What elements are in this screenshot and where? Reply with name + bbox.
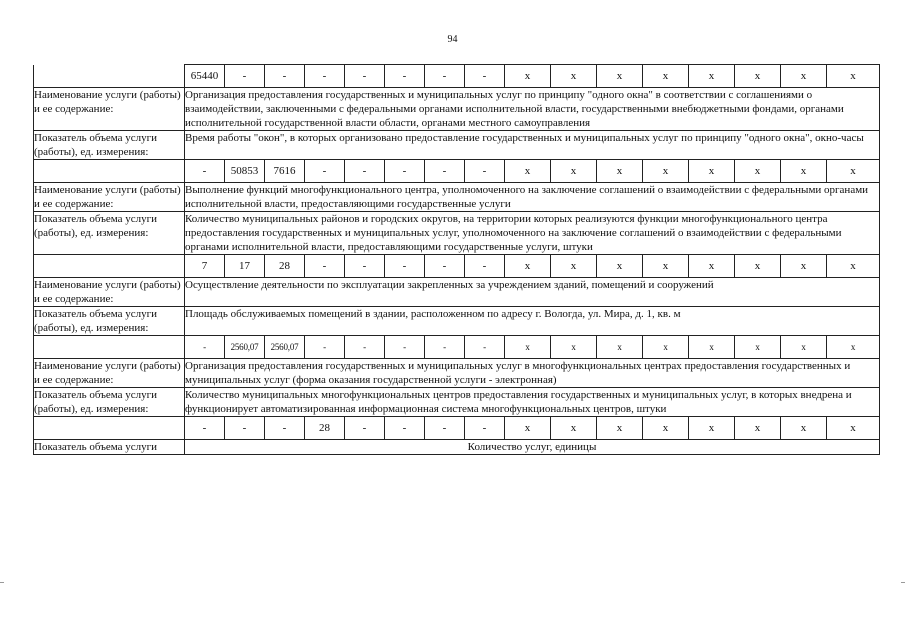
table-body — [34, 65, 880, 455]
row-description: Количество муниципальных районов и городских округов, на территории которых реализуются функции многофункционального центра предоставления государственных и муниципальных услуг, уполномоченного на заключение соглашений о взаимодействии с федеральными органами исполнительной власти, предоставляющими государственные услуги, штуки — [185, 212, 880, 255]
value-cell: - — [305, 160, 345, 183]
value-cell: х — [551, 417, 597, 440]
value-cell: - — [385, 160, 425, 183]
value-cell: 7616 — [265, 160, 305, 183]
value-cell: 28 — [305, 417, 345, 440]
value-cell: х — [643, 417, 689, 440]
value-cell: - — [345, 336, 385, 359]
row-description: Время работы "окон", в которых организовано предоставление государственных и муниципальных услуг по принципу "одного окна", окно-часы — [185, 131, 880, 160]
row-description: Осуществление деятельности по эксплуатации закрепленных за учреждением зданий, помещений и сооружений — [185, 278, 880, 307]
value-cell: х — [735, 255, 781, 278]
row-description: Количество услуг, единицы — [185, 440, 880, 455]
numbers-row — [34, 160, 880, 183]
description-row — [34, 212, 880, 255]
value-cell: х — [827, 160, 880, 183]
value-cell: х — [781, 160, 827, 183]
label-cell-empty — [34, 336, 185, 359]
row-description: Площадь обслуживаемых помещений в здании, расположенном по адресу г. Вологда, ул. Мира, д. 1, кв. м — [185, 307, 880, 336]
row-description: Организация предоставления государственных и муниципальных услуг по принципу "одного окна" в соответствии с соглашениями о взаимодействии, заключенными с федеральными органами исполнительной власти, государственными внебюджетными фондами, органами исполнительной государственной власти области, органами местного самоуправления — [185, 88, 880, 131]
row-label: Показатель объема услуги (работы), ед. измерения: — [34, 307, 185, 336]
value-cell: 28 — [265, 255, 305, 278]
value-cell: х — [735, 160, 781, 183]
numbers-row — [34, 417, 880, 440]
value-cell: х — [643, 160, 689, 183]
value-cell: х — [781, 255, 827, 278]
value-cell: - — [345, 160, 385, 183]
value-cell: 65440 — [185, 65, 225, 88]
value-cell: - — [345, 255, 385, 278]
margin-mark-left — [0, 582, 4, 583]
value-cell: 50853 — [225, 160, 265, 183]
numbers-row — [34, 255, 880, 278]
value-cell: - — [465, 160, 505, 183]
value-cell: х — [827, 336, 880, 359]
value-cell: - — [185, 336, 225, 359]
value-cell: 2560,07 — [225, 336, 265, 359]
value-cell: - — [185, 417, 225, 440]
value-cell: х — [735, 417, 781, 440]
value-cell: - — [385, 417, 425, 440]
value-cell: х — [505, 336, 551, 359]
value-cell: х — [597, 336, 643, 359]
value-cell: - — [345, 65, 385, 88]
value-cell: - — [465, 336, 505, 359]
value-cell: - — [385, 336, 425, 359]
description-row — [34, 278, 880, 307]
description-row — [34, 388, 880, 417]
value-cell: х — [597, 417, 643, 440]
value-cell: - — [465, 255, 505, 278]
value-cell: - — [225, 417, 265, 440]
label-cell-empty — [34, 160, 185, 183]
value-cell: х — [827, 417, 880, 440]
value-cell: х — [505, 160, 551, 183]
row-label: Показатель объема услуги (работы), ед. измерения: — [34, 388, 185, 417]
services-table — [33, 64, 880, 455]
value-cell: 7 — [185, 255, 225, 278]
description-row — [34, 440, 880, 455]
description-row — [34, 307, 880, 336]
value-cell: х — [551, 160, 597, 183]
value-cell: х — [689, 336, 735, 359]
value-cell: х — [735, 65, 781, 88]
value-cell: х — [735, 336, 781, 359]
value-cell: х — [689, 160, 735, 183]
row-label: Наименование услуги (работы) и ее содержание: — [34, 359, 185, 388]
value-cell: х — [827, 255, 880, 278]
value-cell: - — [345, 417, 385, 440]
label-cell-empty — [34, 255, 185, 278]
value-cell: х — [505, 65, 551, 88]
value-cell: х — [551, 255, 597, 278]
label-cell-empty — [34, 65, 185, 88]
row-label: Показатель объема услуги (работы), ед. измерения: — [34, 212, 185, 255]
description-row — [34, 359, 880, 388]
row-description: Выполнение функций многофункционального центра, уполномоченного на заключение соглашений о взаимодействии с федеральными органами исполнительной власти, предоставляющими государственные услуги — [185, 183, 880, 212]
value-cell: 17 — [225, 255, 265, 278]
value-cell: - — [425, 417, 465, 440]
value-cell: - — [385, 255, 425, 278]
value-cell: - — [305, 65, 345, 88]
value-cell: - — [425, 255, 465, 278]
value-cell: х — [781, 417, 827, 440]
value-cell: х — [827, 65, 880, 88]
value-cell: х — [597, 160, 643, 183]
value-cell: - — [265, 65, 305, 88]
value-cell: - — [425, 160, 465, 183]
value-cell: - — [305, 336, 345, 359]
description-row — [34, 88, 880, 131]
row-description: Организация предоставления государственных и муниципальных услуг в многофункциональных центрах предоставления государственных и муниципальных услуг (форма оказания государственной услуги - электронная) — [185, 359, 880, 388]
value-cell: х — [643, 65, 689, 88]
page-number: 94 — [447, 34, 458, 45]
row-label: Наименование услуги (работы) и ее содержание: — [34, 88, 185, 131]
value-cell: х — [551, 65, 597, 88]
description-row — [34, 131, 880, 160]
value-cell: - — [425, 336, 465, 359]
value-cell: х — [643, 336, 689, 359]
value-cell: х — [505, 255, 551, 278]
row-label: Наименование услуги (работы) и ее содержание: — [34, 278, 185, 307]
numbers-row — [34, 65, 880, 88]
description-row — [34, 183, 880, 212]
value-cell: х — [505, 417, 551, 440]
row-description: Количество муниципальных многофункциональных центров предоставления государственных и муниципальных услуг, в которых внедрена и функционирует автоматизированная информационная система многофункциональных центров, штуки — [185, 388, 880, 417]
value-cell: - — [465, 417, 505, 440]
value-cell: - — [185, 160, 225, 183]
row-label: Показатель объема услуги (работы), ед. измерения: — [34, 131, 185, 160]
margin-mark-right — [901, 582, 905, 583]
value-cell: - — [265, 417, 305, 440]
value-cell: х — [643, 255, 689, 278]
value-cell: х — [689, 65, 735, 88]
value-cell: - — [465, 65, 505, 88]
value-cell: х — [597, 255, 643, 278]
value-cell: - — [305, 255, 345, 278]
row-label: Наименование услуги (работы) и ее содержание: — [34, 183, 185, 212]
value-cell: х — [551, 336, 597, 359]
value-cell: х — [689, 417, 735, 440]
label-cell-empty — [34, 417, 185, 440]
row-label: Показатель объема услуги — [34, 440, 185, 455]
value-cell: - — [225, 65, 265, 88]
value-cell: 2560,07 — [265, 336, 305, 359]
value-cell: - — [425, 65, 465, 88]
numbers-row — [34, 336, 880, 359]
value-cell: х — [689, 255, 735, 278]
value-cell: - — [385, 65, 425, 88]
value-cell: х — [597, 65, 643, 88]
value-cell: х — [781, 336, 827, 359]
value-cell: х — [781, 65, 827, 88]
